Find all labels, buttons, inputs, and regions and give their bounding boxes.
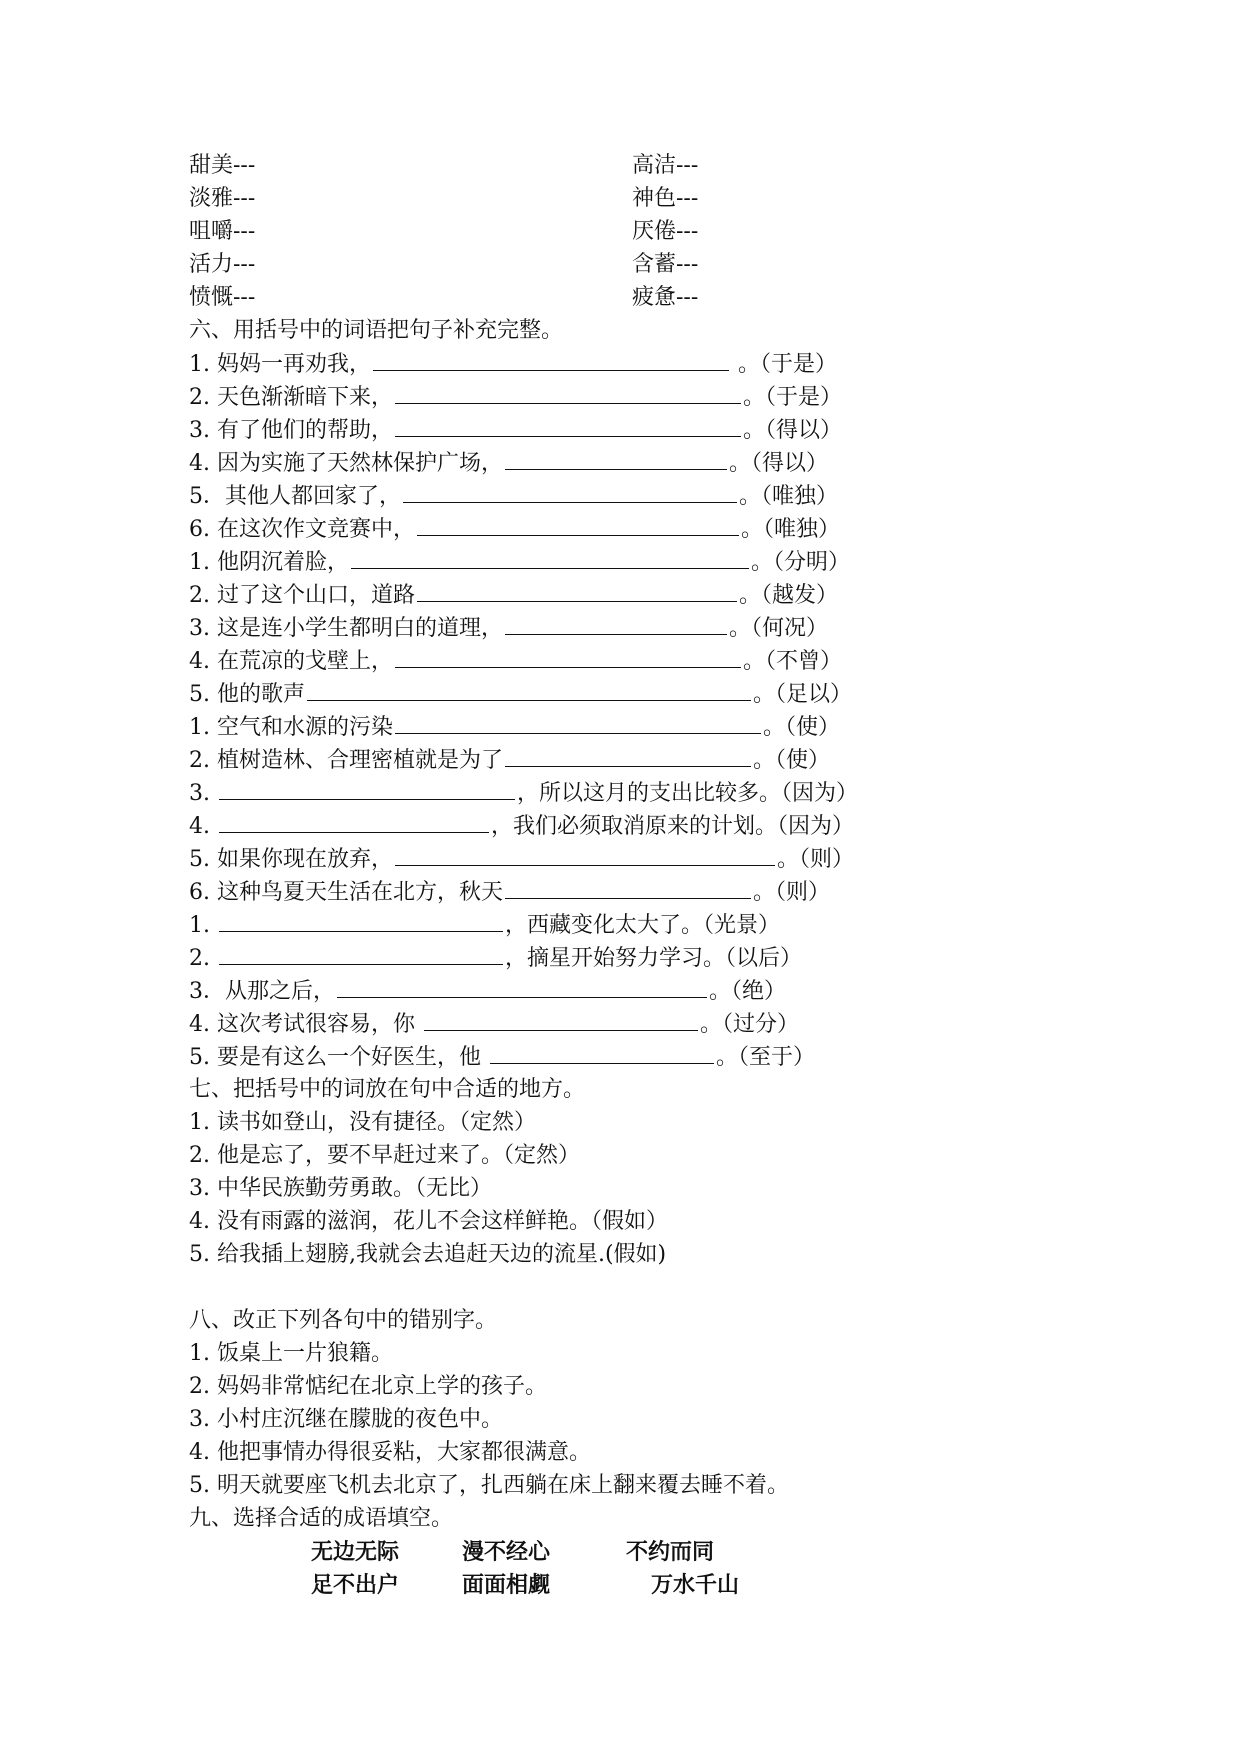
section-7-title: 七、把括号中的词放在句中合适的地方。 bbox=[189, 1077, 586, 1102]
s6-item-text: 3. 有了他们的帮助， bbox=[189, 418, 393, 443]
answer-blank[interactable] bbox=[417, 581, 737, 602]
word-right-1: 高洁--- bbox=[632, 153, 699, 178]
s6-item-hint: 。（于是） bbox=[730, 352, 837, 377]
s6-item-hint: 。（则） bbox=[776, 847, 854, 872]
answer-blank[interactable] bbox=[490, 1043, 714, 1064]
answer-blank[interactable] bbox=[417, 515, 739, 536]
s6-item-text: 1. bbox=[189, 913, 217, 938]
s6-item-text: 5. 如果你现在放弃， bbox=[189, 847, 393, 872]
s6-item-text: 2. 植树造林、合理密植就是为了 bbox=[189, 748, 503, 773]
s6-item-hint: 。（越发） bbox=[738, 583, 838, 608]
s6-item bbox=[189, 1043, 815, 1072]
s6-item bbox=[189, 713, 840, 742]
s6-item-text: 4. 因为实施了天然林保护广场， bbox=[189, 451, 503, 476]
answer-blank[interactable] bbox=[219, 911, 503, 932]
s6-item-hint: 。（过分） bbox=[699, 1012, 799, 1037]
answer-blank[interactable] bbox=[403, 482, 737, 503]
s6-item-text: 4. bbox=[189, 814, 217, 839]
s6-item bbox=[189, 812, 854, 841]
idiom-option: 万水千山 bbox=[651, 1573, 740, 1598]
answer-blank[interactable] bbox=[351, 548, 749, 569]
answer-blank[interactable] bbox=[395, 713, 761, 734]
section-9-title: 九、选择合适的成语填空。 bbox=[189, 1506, 454, 1531]
s6-item-hint: 。（足以） bbox=[752, 682, 852, 707]
s6-item bbox=[189, 911, 780, 940]
s6-item bbox=[189, 680, 852, 709]
idiom-option: 不约而同 bbox=[626, 1540, 715, 1565]
s6-item-hint: 。（至于） bbox=[715, 1045, 815, 1070]
s6-item-text: 6. 这种鸟夏天生活在北方，秋天 bbox=[189, 880, 503, 905]
answer-blank[interactable] bbox=[219, 779, 515, 800]
idiom-option: 足不出户 bbox=[311, 1573, 400, 1598]
s6-item-text: 5．其他人都回家了， bbox=[189, 484, 401, 509]
answer-blank[interactable] bbox=[373, 350, 729, 371]
s6-item-hint: 。（唯独） bbox=[739, 484, 839, 509]
answer-blank[interactable] bbox=[395, 416, 741, 437]
s7-item: 4. 没有雨露的滋润，花儿不会这样鲜艳。（假如） bbox=[189, 1209, 668, 1234]
s6-item-text: 5. 要是有这么一个好医生，他 bbox=[189, 1045, 488, 1070]
s8-item: 3. 小村庄沉继在朦胧的夜色中。 bbox=[189, 1407, 503, 1432]
s6-item-hint: 。（则） bbox=[752, 880, 830, 905]
s6-item-hint: 。（使） bbox=[762, 715, 840, 740]
answer-blank[interactable] bbox=[424, 1010, 698, 1031]
s6-item bbox=[189, 416, 842, 445]
section-6-title: 六、用括号中的词语把句子补充完整。 bbox=[189, 318, 564, 343]
s6-item-hint: ，摘星开始努力学习。（以后） bbox=[504, 946, 802, 971]
s6-item bbox=[189, 548, 850, 577]
s6-item bbox=[189, 878, 830, 907]
s6-item-hint: 。（使） bbox=[752, 748, 830, 773]
s6-item-hint: ，我们必须取消原来的计划。（因为） bbox=[490, 814, 854, 839]
s8-item: 1. 饭桌上一片狼籍。 bbox=[189, 1341, 393, 1366]
word-left-4: 活力--- bbox=[189, 252, 256, 277]
answer-blank[interactable] bbox=[505, 449, 727, 470]
answer-blank[interactable] bbox=[505, 878, 751, 899]
s6-item-hint: 。（分明） bbox=[750, 550, 850, 575]
s6-item-hint: 。（不曾） bbox=[742, 649, 842, 674]
s6-item-text: 2. 天色渐渐暗下来， bbox=[189, 385, 393, 410]
s8-item: 2. 妈妈非常惦纪在北京上学的孩子。 bbox=[189, 1374, 547, 1399]
s6-item-hint: ，西藏变化太大了。（光景） bbox=[504, 913, 780, 938]
section-8-title: 八、改正下列各句中的错别字。 bbox=[189, 1308, 498, 1333]
s6-item-hint: ，所以这月的支出比较多。（因为） bbox=[516, 781, 858, 806]
s6-item-text: 4. 在荒凉的戈壁上， bbox=[189, 649, 393, 674]
word-right-4: 含蓄--- bbox=[632, 252, 699, 277]
answer-blank[interactable] bbox=[505, 746, 751, 767]
s6-item-hint: 。（得以） bbox=[742, 418, 842, 443]
s6-item bbox=[189, 977, 786, 1006]
word-left-5: 愤慨--- bbox=[189, 285, 256, 310]
idiom-option: 漫不经心 bbox=[462, 1540, 551, 1565]
s6-item-hint: 。（于是） bbox=[742, 385, 842, 410]
s6-item-text: 3. bbox=[189, 781, 217, 806]
s6-item bbox=[189, 482, 838, 511]
word-right-2: 神色--- bbox=[632, 186, 699, 211]
s6-item-text: 1. 他阴沉着脸， bbox=[189, 550, 349, 575]
s6-item bbox=[189, 647, 842, 676]
s6-item bbox=[189, 944, 802, 973]
s6-item bbox=[189, 614, 828, 643]
answer-blank[interactable] bbox=[219, 812, 489, 833]
s6-item-hint: 。（得以） bbox=[728, 451, 828, 476]
s6-item-hint: 。（唯独） bbox=[740, 517, 840, 542]
s6-item bbox=[189, 845, 854, 874]
answer-blank[interactable] bbox=[395, 647, 741, 668]
answer-blank[interactable] bbox=[307, 680, 751, 701]
answer-blank[interactable] bbox=[395, 845, 775, 866]
word-right-3: 厌倦--- bbox=[632, 219, 699, 244]
s7-item: 3. 中华民族勤劳勇敢。（无比） bbox=[189, 1176, 492, 1201]
s6-item bbox=[189, 515, 840, 544]
s6-item-text: 1. 妈妈一再劝我， bbox=[189, 352, 371, 377]
s6-item-text: 3. 这是连小学生都明白的道理， bbox=[189, 616, 503, 641]
idiom-option: 无边无际 bbox=[311, 1540, 400, 1565]
s6-item bbox=[189, 449, 828, 478]
s6-item bbox=[189, 779, 858, 808]
s6-item-text: 2. bbox=[189, 946, 217, 971]
s6-item-text: 3．从那之后， bbox=[189, 979, 335, 1004]
s6-item bbox=[189, 746, 830, 775]
s7-item: 1. 读书如登山，没有捷径。（定然） bbox=[189, 1110, 536, 1135]
s6-item-text: 6. 在这次作文竞赛中， bbox=[189, 517, 415, 542]
s6-item-text: 5. 他的歌声 bbox=[189, 682, 305, 707]
s6-item-hint: 。（绝） bbox=[709, 979, 787, 1004]
answer-blank[interactable] bbox=[337, 977, 707, 998]
word-left-1: 甜美--- bbox=[189, 153, 256, 178]
s6-item-text: 1. 空气和水源的污染 bbox=[189, 715, 393, 740]
s6-item bbox=[189, 383, 842, 412]
s6-item-text: 4. 这次考试很容易，你 bbox=[189, 1012, 422, 1037]
s6-item bbox=[189, 1010, 799, 1039]
word-left-3: 咀嚼--- bbox=[189, 219, 256, 244]
word-left-2: 淡雅--- bbox=[189, 186, 256, 211]
s7-item: 2. 他是忘了，要不早赶过来了。（定然） bbox=[189, 1143, 580, 1168]
idiom-option: 面面相觑 bbox=[462, 1573, 551, 1598]
s7-item: 5. 给我插上翅膀,我就会去追赶天边的流星.(假如) bbox=[189, 1242, 667, 1267]
s6-item bbox=[189, 350, 837, 379]
s6-item-hint: 。（何况） bbox=[728, 616, 828, 641]
s8-item: 5. 明天就要座飞机去北京了，扎西躺在床上翻来覆去睡不着。 bbox=[189, 1473, 789, 1498]
answer-blank[interactable] bbox=[219, 944, 503, 965]
s6-item bbox=[189, 581, 838, 610]
answer-blank[interactable] bbox=[505, 614, 727, 635]
s8-item: 4. 他把事情办得很妥粘，大家都很满意。 bbox=[189, 1440, 591, 1465]
answer-blank[interactable] bbox=[395, 383, 741, 404]
word-right-5: 疲惫--- bbox=[632, 285, 699, 310]
s6-item-text: 2. 过了这个山口，道路 bbox=[189, 583, 415, 608]
